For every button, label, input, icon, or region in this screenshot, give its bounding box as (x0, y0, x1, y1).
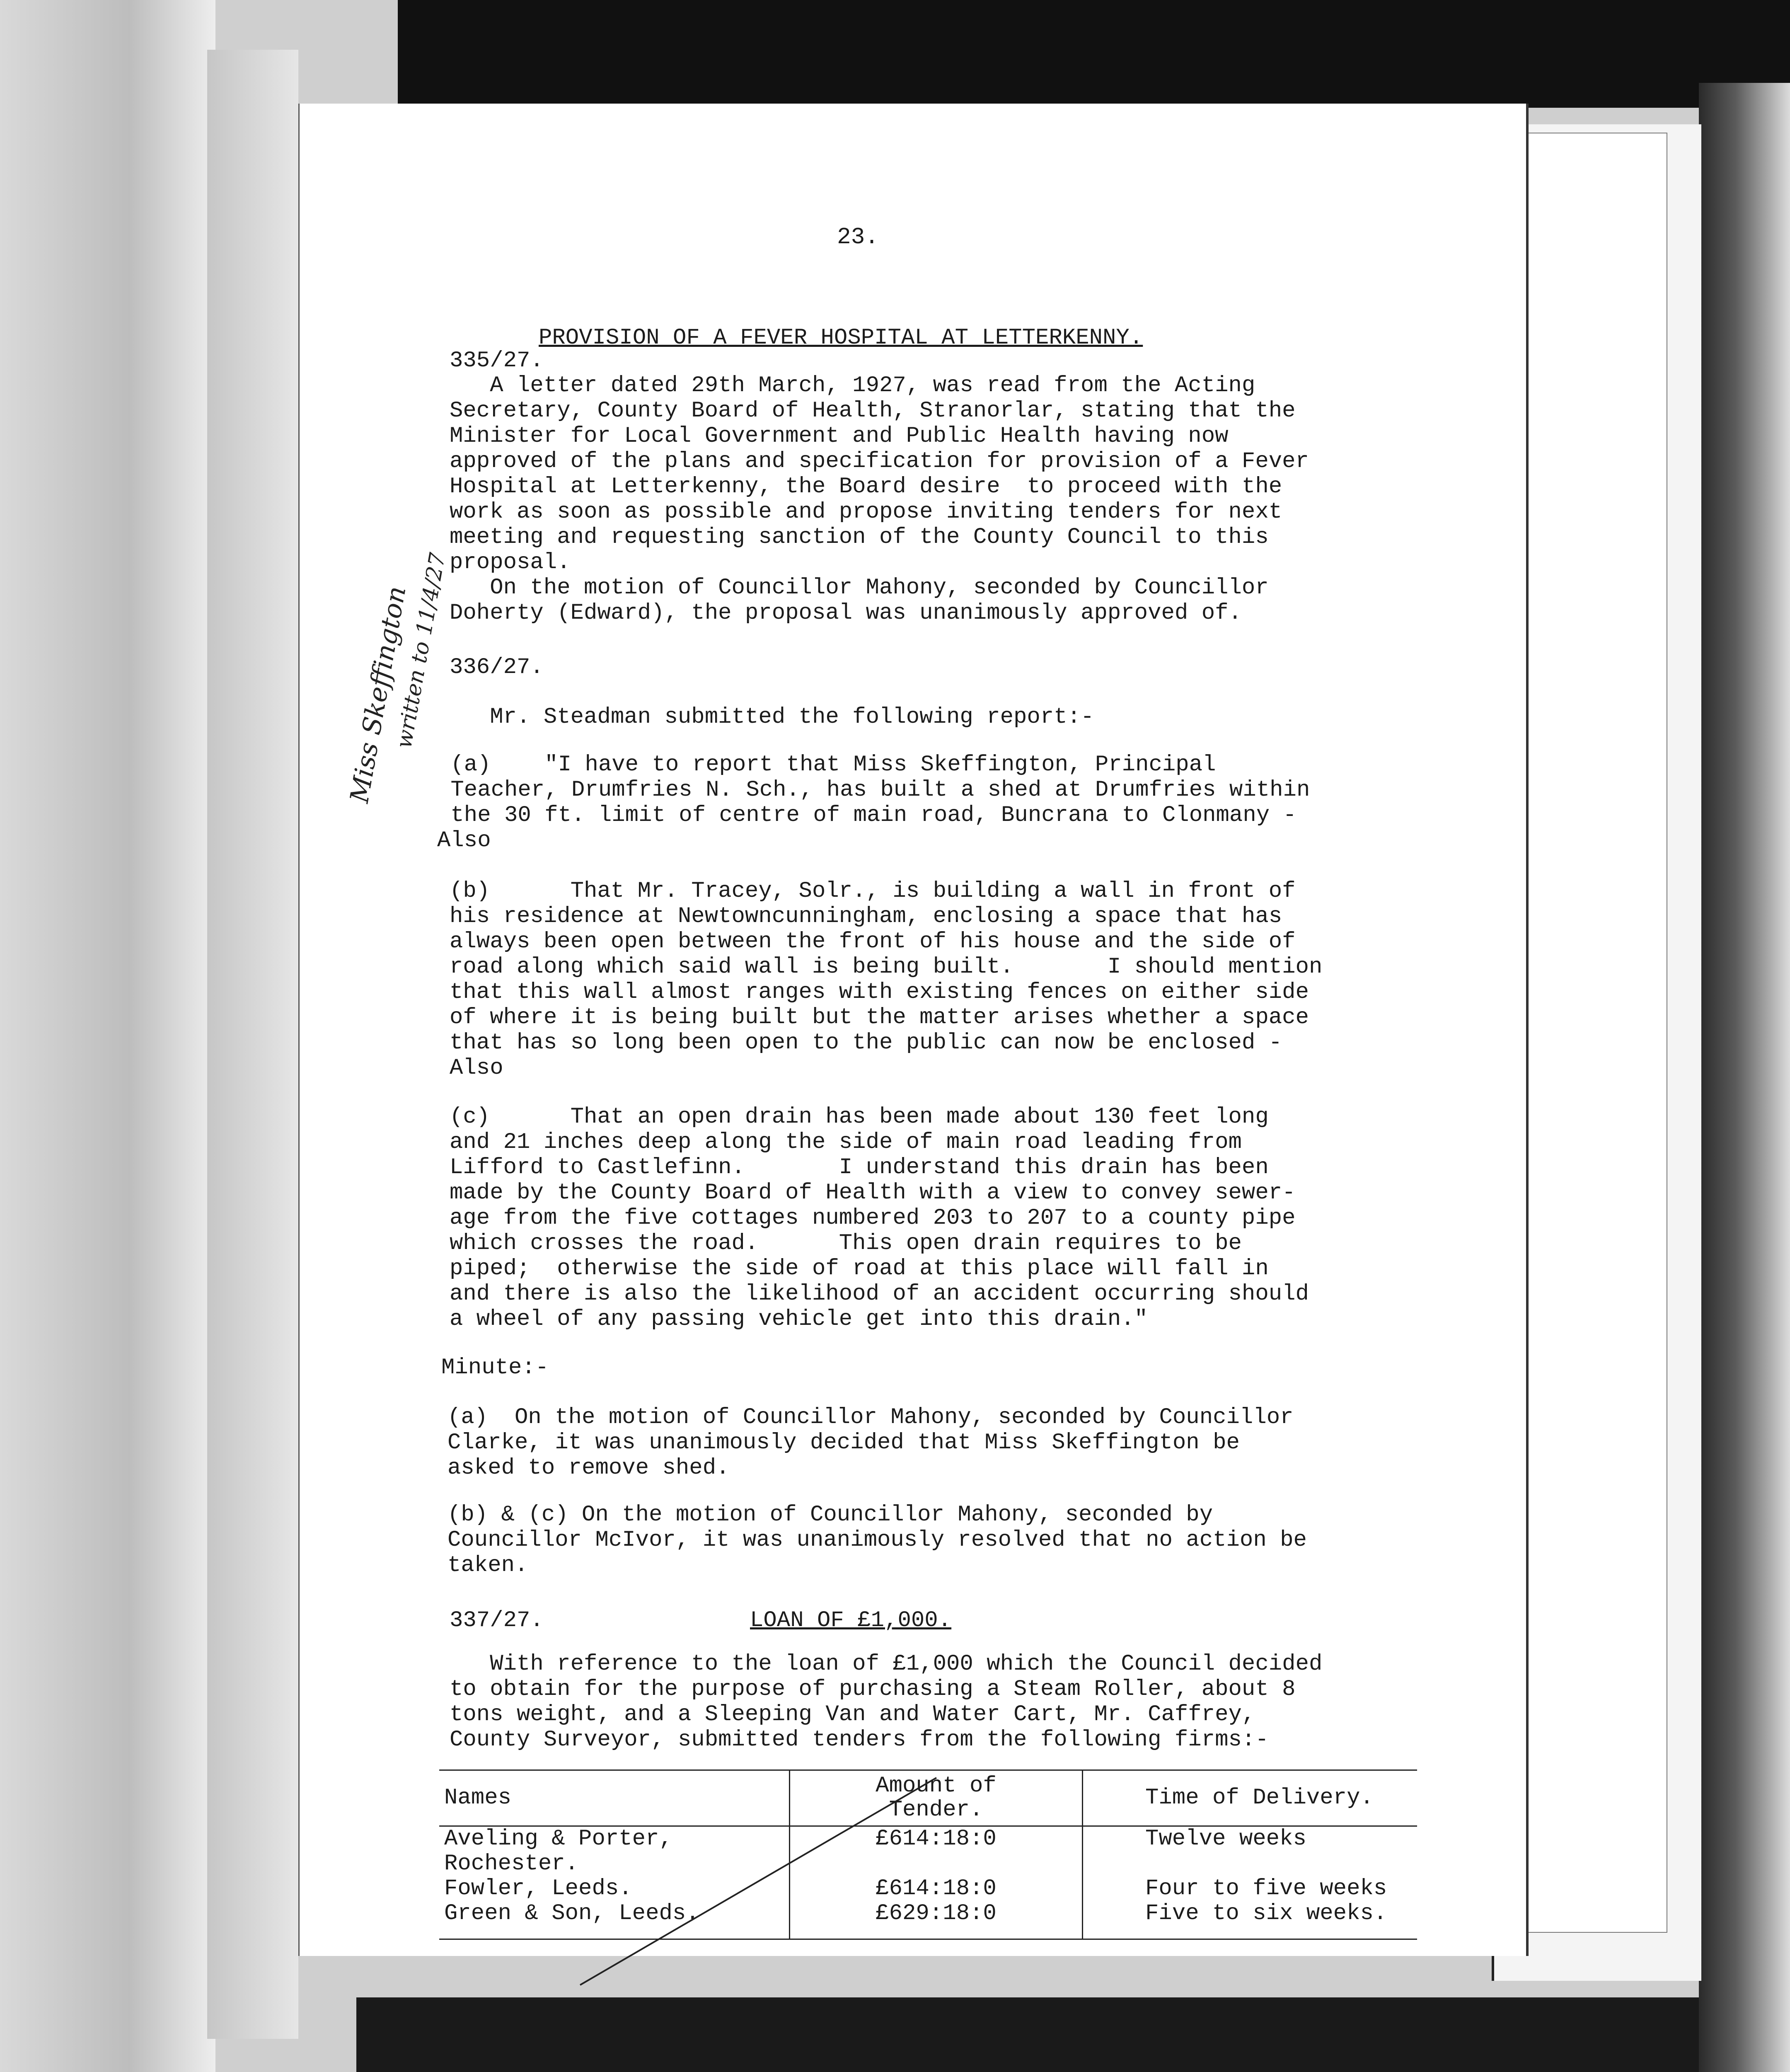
report-item-a: (a) "I have to report that Miss Skeffington, Principal Teacher, Drumfries N. Sch., has built a shed at Drumfries within the 30 ft. limit of centre of main road, Buncrana to Clonmany - Also (437, 752, 1310, 853)
section-337-ref: 337/27. (450, 1608, 544, 1633)
table-cell-amount: £614:18:0 (790, 1876, 1083, 1901)
binding-edge-bottom (356, 1997, 1724, 2072)
section-335-heading: PROVISION OF A FEVER HOSPITAL AT LETTERKENNY. (539, 325, 1143, 351)
table-cell-delivery: Twelve weeks (1145, 1826, 1306, 1852)
section-335-motion: On the motion of Councillor Mahony, seconded by Councillor Doherty (Edward), the proposal was unanimously approved of. (450, 575, 1269, 626)
report-item-c: (c) That an open drain has been made about 130 feet long and 21 inches deep along the side of main road leading from Lifford to Castlefinn. I understand this drain has been made by the County Board of Health with a view to convey sewer- age from the five cottages numbered 203 to 207 to a county pipe which crosses the road. This open drain requires to be piped; otherwise the side of road at this place will fall in and there is also the likelihood of an accident occurring should a wheel of any passing vehicle get into this drain." (450, 1104, 1309, 1332)
binding-edge-top (398, 0, 1790, 108)
section-335-body: A letter dated 29th March, 1927, was read from the Acting Secretary, County Board of Health, Stranorlar, stating that the Minister for Local Government and Public Health having now approved of the plans and specification for provision of a Fever Hospital at Letterkenny, the Board desire to proceed with the work as soon as possible and propose inviting tenders for next meeting and requesting sanction of the County Council to this proposal. (450, 373, 1309, 575)
margin-note-line1: Miss Skeffington (344, 584, 412, 805)
column-header-amount: Amount of Tender. (790, 1770, 1083, 1826)
table-cell-amount: £629:18:0 (790, 1901, 1083, 1939)
minute-a: (a) On the motion of Councillor Mahony, seconded by Councillor Clarke, it was unanimously decided that Miss Skeffington be asked to remove shed. (448, 1405, 1294, 1481)
minute-bc: (b) & (c) On the motion of Councillor Mahony, seconded by Councillor McIvor, it was unanimously resolved that no action be taken. (448, 1502, 1307, 1578)
table-cell-name: Aveling & Porter, Rochester. (439, 1826, 790, 1877)
page-number: 23. (837, 224, 879, 250)
section-337-heading: LOAN OF £1,000. (750, 1608, 952, 1633)
page-stack-inner (1508, 133, 1667, 1933)
report-item-b: (b) That Mr. Tracey, Solr., is building a wall in front of his residence at Newtowncunningham, enclosing a space that has always been open between the front of his house and the side of road along which said wall is being built. I should mention that this wall almost ranges with existing fences on either side of where it is being built but the matter arises whether a space that has so long been open to the public can now be enclosed - Also (450, 879, 1323, 1081)
minute-label: Minute:- (441, 1355, 549, 1380)
table-cell-name: Fowler, Leeds. (439, 1876, 790, 1901)
margin-note-line2: written to 11/4/27 (392, 551, 451, 750)
page-edge-right (1699, 83, 1790, 2072)
paper-margin-strip (207, 50, 298, 2039)
section-335-ref: 335/27. (450, 348, 544, 373)
scan-background-left (0, 0, 215, 2072)
pen-stroke-mark (572, 1774, 945, 1989)
table-cell-amount: £614:18:0 (790, 1826, 1083, 1877)
table-cell-name: Green & Son, Leeds. (439, 1901, 790, 1939)
section-336-ref: 336/27. (450, 655, 544, 680)
section-336-intro: Mr. Steadman submitted the following report:- (450, 704, 1094, 730)
section-337-body: With reference to the loan of £1,000 which the Council decided to obtain for the purpose of purchasing a Steam Roller, about 8 tons weight, and a Sleeping Van and Water Cart, Mr. Caffrey, County Surveyor, submitted tenders from the following firms:- (450, 1651, 1323, 1752)
column-header-names: Names (439, 1770, 790, 1826)
table-cell-delivery: Five to six weeks. (1083, 1901, 1417, 1939)
column-header-delivery: Time of Delivery. (1083, 1770, 1417, 1826)
table-cell-delivery: Four to five weeks (1145, 1876, 1387, 1901)
